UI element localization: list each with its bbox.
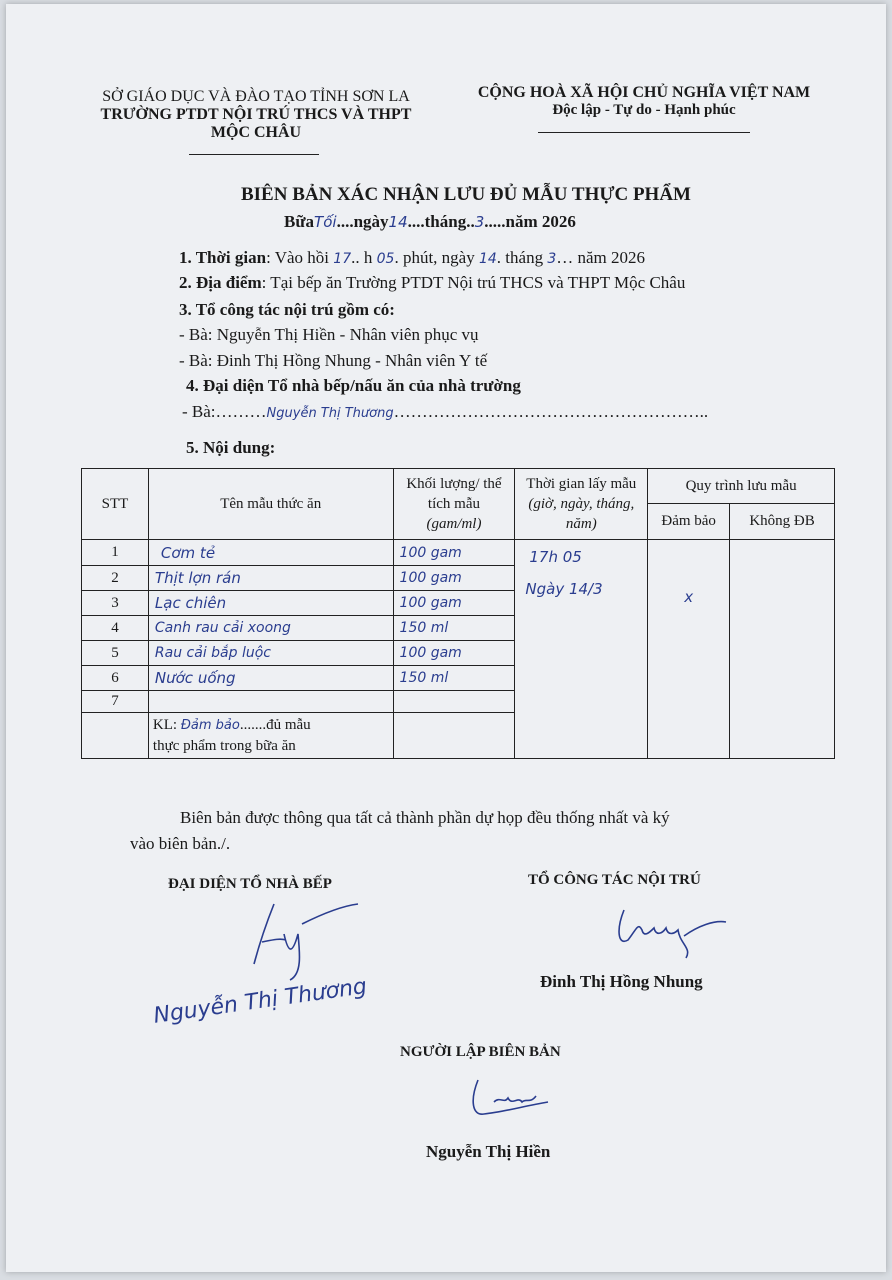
conclusion-cell xyxy=(148,713,393,759)
school-location: MỘC CHÂU xyxy=(210,124,302,141)
section-board-label: 3. Tổ công tác nội trú gồm có: xyxy=(179,300,395,319)
conclusion-line2: thực phẩm trong bữa ăn xyxy=(152,738,296,754)
sample-time: 17h 05 xyxy=(529,548,582,566)
closing-line-1: Biên bản được thông qua tất cả thành phần dự họp đều thống nhất và ký xyxy=(180,808,670,827)
header-notok: Không ĐB xyxy=(730,504,835,540)
time-year: … năm 2026 xyxy=(556,248,646,267)
country-name: CỘNG HOÀ XÃ HỘI CHỦ NGHĨA VIỆT NAM xyxy=(477,84,811,101)
board-sign-name: Đinh Thị Hồng Nhung xyxy=(540,972,703,991)
row-food-name: Cơm tẻ xyxy=(148,540,393,566)
kitchen-sign-title: ĐẠI DIỆN TỔ NHÀ BẾP xyxy=(168,876,332,892)
board-member-1: - Bà: Nguyễn Thị Hiền - Nhân viên phục vụ xyxy=(179,325,479,344)
conclusion-line1 xyxy=(153,715,393,736)
meal-line xyxy=(284,212,576,232)
row-stt: 7 xyxy=(82,691,149,713)
meal-year-label: .....năm 2026 xyxy=(484,212,576,231)
header-weight-text: Khối lượng/ thể tích mẫu xyxy=(406,476,502,512)
time-hour: 17 xyxy=(333,251,352,267)
header-ok: Đảm bảo xyxy=(648,504,730,540)
row-food-name: Rau cải bắp luộc xyxy=(148,641,393,666)
time-rest: . phút, ngày xyxy=(394,248,475,267)
sample-time-cell xyxy=(515,540,648,759)
row-weight: 100 gam xyxy=(393,540,515,566)
recorder-sign-title: NGƯỜI LẬP BIÊN BẢN xyxy=(400,1044,561,1060)
kitchen-handwritten-name: Nguyễn Thị Thương xyxy=(152,974,369,1029)
header-right xyxy=(458,84,830,119)
kitchen-rep-name: Nguyễn Thị Thương xyxy=(266,406,394,421)
conclusion-weight-cell xyxy=(393,713,515,759)
row-stt: 4 xyxy=(82,616,149,641)
header-weight xyxy=(393,469,515,540)
section-time-text: : Vào hồi xyxy=(266,248,330,267)
department-name: SỞ GIÁO DỤC VÀ ĐÀO TẠO TỈNH SƠN LA xyxy=(102,88,410,105)
board-sign-title: TỔ CÔNG TÁC NỘI TRÚ xyxy=(528,872,701,888)
table-row xyxy=(82,540,835,566)
header-process: Quy trình lưu mẫu xyxy=(648,469,835,504)
row-stt: 6 xyxy=(82,666,149,691)
header-right-underline xyxy=(538,132,750,133)
time-minute: 05 xyxy=(376,251,395,267)
closing-line-2: vào biên bản./. xyxy=(130,834,231,853)
board-member-2: - Bà: Đinh Thị Hồng Nhung - Nhân viên Y tế xyxy=(179,351,488,370)
meal-month-label: ....tháng.. xyxy=(407,212,475,231)
kitchen-rep-line xyxy=(182,402,708,422)
kitchen-rep-prefix: - Bà:……… xyxy=(182,402,267,421)
document-title: BIÊN BẢN XÁC NHẬN LƯU ĐỦ MẪU THỰC PHẨM xyxy=(240,184,691,205)
section-location-label: 2. Địa điểm xyxy=(179,273,262,292)
section-location xyxy=(179,273,685,293)
header-weight-unit: (gam/ml) xyxy=(426,516,482,532)
row-weight: 100 gam xyxy=(393,566,515,591)
row-food-name: Canh rau cải xoong xyxy=(148,616,393,641)
row-food-name xyxy=(148,691,393,713)
row-food-name: Thịt lợn rán xyxy=(148,566,393,591)
conclusion-value: Đảm bảo xyxy=(180,718,240,733)
meal-day: 14 xyxy=(388,213,408,231)
row-weight: 100 gam xyxy=(393,641,515,666)
row-weight: 150 ml xyxy=(393,616,515,641)
notok-cell xyxy=(730,540,835,759)
header-time xyxy=(515,469,648,540)
recorder-signature-mark xyxy=(464,1072,564,1126)
ok-mark: x xyxy=(684,588,694,606)
row-stt: 1 xyxy=(82,540,149,566)
header-name: Tên mẫu thức ăn xyxy=(148,469,393,540)
board-signature-mark xyxy=(606,900,736,960)
sample-date: Ngày 14/3 xyxy=(525,580,603,598)
kitchen-signature-mark xyxy=(232,894,372,984)
section-time xyxy=(179,248,645,268)
time-month: 3 xyxy=(547,251,557,267)
section-time-label: 1. Thời gian xyxy=(179,248,267,267)
row-food-name: Nước uống xyxy=(148,666,393,691)
time-h: .. h xyxy=(351,248,373,267)
meal-month: 3 xyxy=(474,213,485,231)
conclusion-suffix: .......đủ mẫu xyxy=(239,717,311,733)
kitchen-rep-dots: ……………………………………………….. xyxy=(393,402,709,421)
header-left-underline xyxy=(189,154,319,155)
conclusion-prefix: KL: xyxy=(152,717,181,733)
conclusion-stt-cell xyxy=(82,713,149,759)
row-stt: 5 xyxy=(82,641,149,666)
ok-cell xyxy=(648,540,730,759)
time-month-label: . tháng xyxy=(496,248,544,267)
table-header-row xyxy=(82,469,835,504)
row-stt: 2 xyxy=(82,566,149,591)
meal-day-label: ....ngày xyxy=(336,212,389,231)
school-name: TRƯỜNG PTDT NỘI TRÚ THCS VÀ THPT xyxy=(100,106,412,123)
time-day: 14 xyxy=(478,251,497,267)
header-stt: STT xyxy=(82,469,149,540)
section-location-text: : Tại bếp ăn Trường PTDT Nội trú THCS và THPT Mộc Châu xyxy=(261,273,686,292)
row-stt: 3 xyxy=(82,591,149,616)
row-food-name: Lạc chiên xyxy=(148,591,393,616)
section-content-label: 5. Nội dung: xyxy=(186,438,276,457)
recorder-sign-name: Nguyễn Thị Hiền xyxy=(426,1142,551,1161)
row-weight: 150 ml xyxy=(393,666,515,691)
row-weight: 100 gam xyxy=(393,591,515,616)
document-page xyxy=(6,4,886,1272)
header-time-unit: (giờ, ngày, tháng, năm) xyxy=(528,496,635,532)
meal-value: Tối xyxy=(314,213,337,231)
header-left xyxy=(86,88,426,142)
section-kitchen-label: 4. Đại diện Tổ nhà bếp/nấu ăn của nhà trường xyxy=(186,376,521,395)
row-weight xyxy=(393,691,515,713)
meal-prefix: Bữa xyxy=(284,212,315,231)
samples-table xyxy=(81,468,835,759)
header-time-text: Thời gian lấy mẫu xyxy=(526,476,637,492)
motto: Độc lập - Tự do - Hạnh phúc xyxy=(552,102,736,118)
